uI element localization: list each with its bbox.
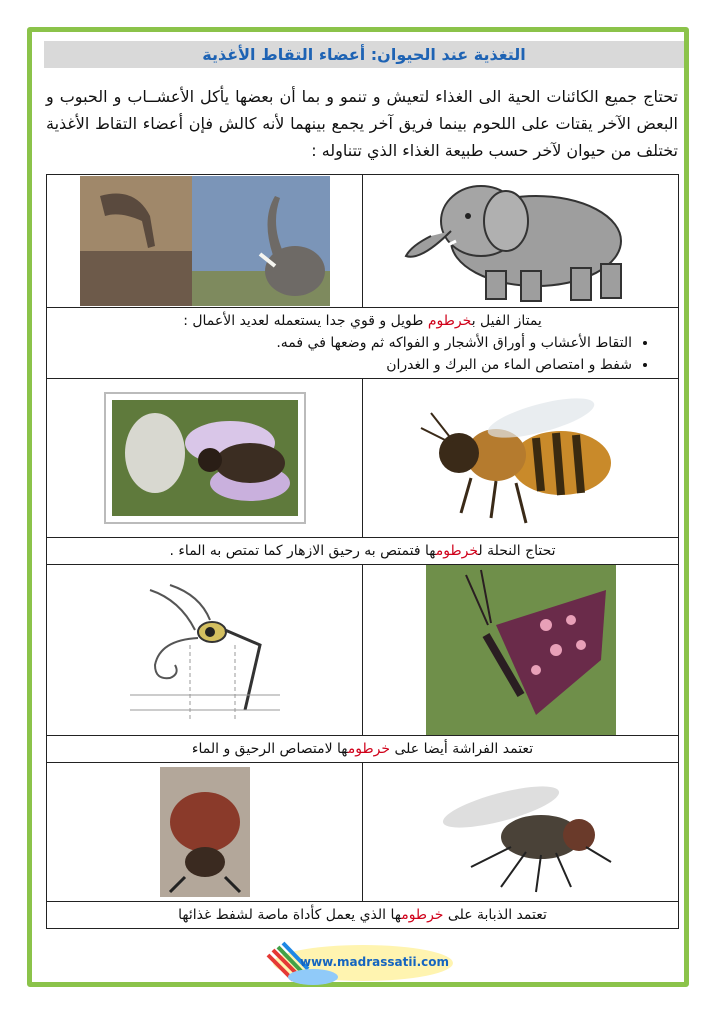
table-row	[47, 175, 679, 308]
butterfly-photo	[426, 565, 616, 735]
bee-photo	[411, 383, 631, 533]
website-link[interactable]: www.madrassatii.com	[300, 955, 450, 969]
elephant-drawing	[396, 176, 646, 306]
bee-photo-cell	[363, 379, 679, 538]
fly-closeup-photo	[115, 767, 295, 897]
trunk-word: خرطوم	[435, 543, 479, 559]
table-row	[47, 538, 679, 565]
list-item: • شفط و امتصاص الماء من البرك و الغدران	[55, 354, 632, 376]
butterfly-proboscis-cell	[47, 565, 363, 736]
trunk-word: خرطوم	[427, 313, 472, 329]
table-row	[47, 308, 679, 379]
list-item: • التقاط الأعشاب و أوراق الأشجار و الفواكه ثم وضعها في فمه.	[55, 332, 632, 354]
page-title: التغذية عند الحيوان: أعضاء التقاط الأغذية	[44, 41, 684, 68]
table-row	[47, 902, 679, 929]
fly-closeup-cell	[47, 763, 363, 902]
trunk-word: خرطوم	[401, 907, 444, 923]
bee-caption-cell: تحتاج النحلة لخرطومها فتمتص به رحيق الازهار كما تمتص به الماء .	[47, 538, 679, 565]
butterfly-caption-cell: تعتمد الفراشة أيضا على خرطومها لامتصاص الرحيق و الماء	[47, 736, 679, 763]
butterfly-photo-cell	[363, 565, 679, 736]
fly-caption-cell: تعتمد الذبابة على خرطومها الذي يعمل كأداة ماصة لشفط غذائها	[47, 902, 679, 929]
animal-table	[46, 174, 679, 929]
trunk-word: خرطوم	[347, 741, 391, 757]
elephant-uses-list	[55, 332, 670, 376]
elephant-caption: يمتاز الفيل بخرطوم طويل و قوي جدا يستعمله لعديد الأعمال :	[183, 313, 542, 329]
elephant-drawing-cell	[363, 175, 679, 308]
elephant-photos	[80, 176, 330, 306]
fly-photo-cell	[363, 763, 679, 902]
table-row	[47, 763, 679, 902]
intro-paragraph: تحتاج جميع الكائنات الحية الى الغذاء لتعيش و تنمو و بما أن بعضها يأكل الأعشــاب و الحبوب و البعض الآخر يقتات على اللحوم بينما فريق آخر يجمع بينهما لأنه كالش فإن أعضاء التقاط الأغذية تختلف من حيوان لآخر حسب طبيعة الغذاء الذي تتناوله :	[46, 87, 678, 160]
bee-on-flower-photo	[100, 388, 310, 528]
table-row	[47, 736, 679, 763]
proboscis-diagram	[120, 570, 290, 730]
table-row	[47, 565, 679, 736]
elephant-caption-cell	[47, 308, 679, 379]
elephant-photos-cell	[47, 175, 363, 308]
fly-photo	[411, 767, 631, 897]
bee-flower-photo-cell	[47, 379, 363, 538]
table-row	[47, 379, 679, 538]
